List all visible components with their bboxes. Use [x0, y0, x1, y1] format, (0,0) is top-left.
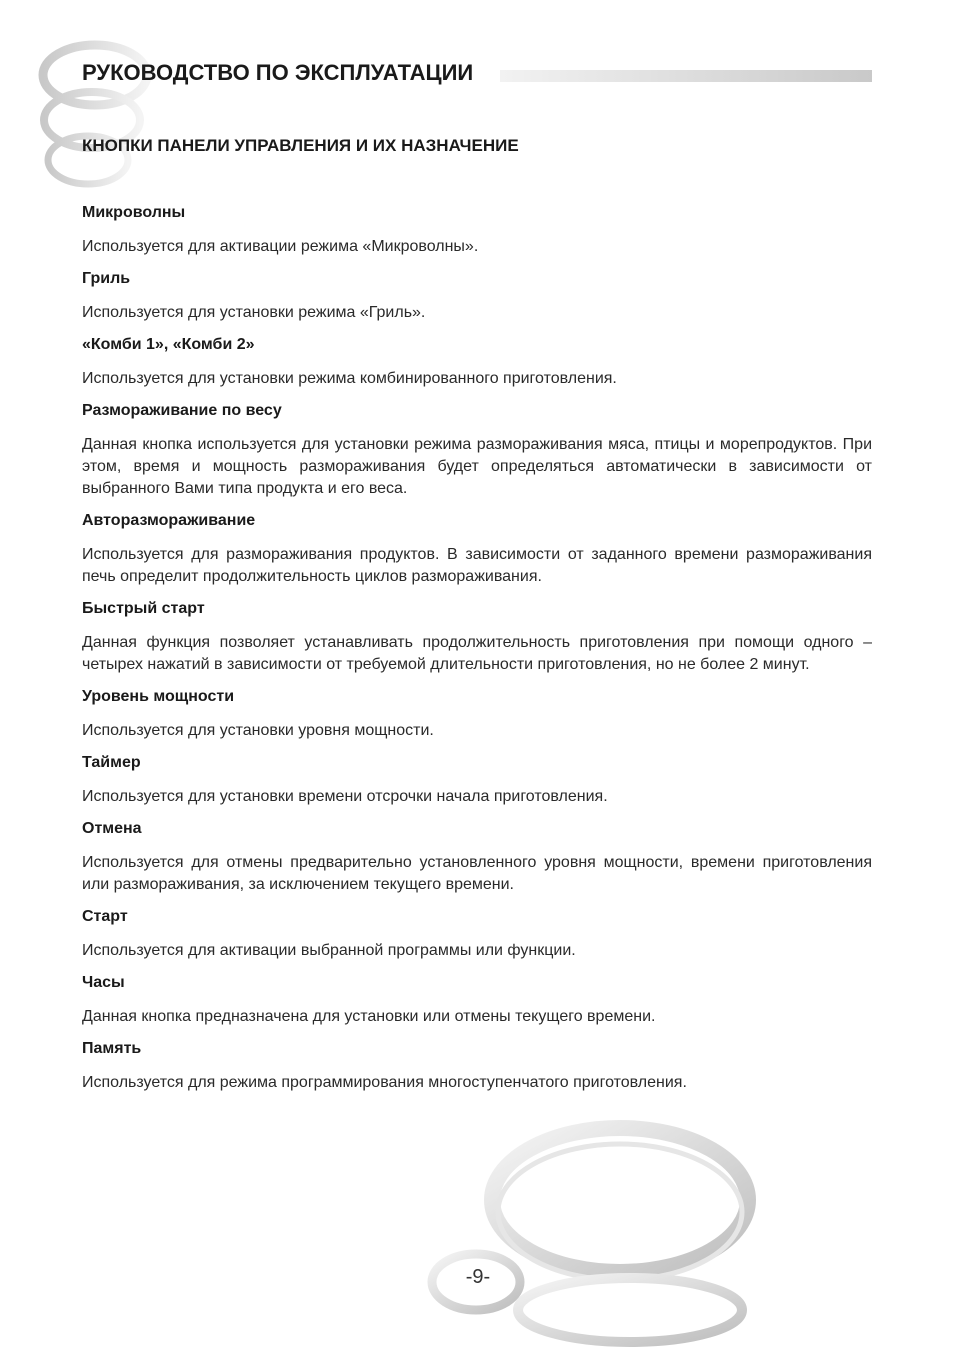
item-text: Используется для режима программирования многоступенчатого приготовления. — [82, 1074, 687, 1091]
list-item — [82, 818, 872, 896]
item-heading: Таймер — [82, 754, 141, 771]
list-item — [82, 202, 872, 258]
button-descriptions — [82, 202, 872, 1104]
item-heading: Старт — [82, 908, 128, 925]
header-bar — [500, 70, 872, 82]
item-text: Данная функция позволяет устанавливать продолжительность приготовления при помощи одного – четырех нажатий в зависимости от требуемой длительности приготовления, но не более 2 минут. — [82, 634, 872, 673]
item-text: Используется для отмены предварительно установленного уровня мощности, времени приготовления или размораживания, за исключением текущего времени. — [82, 854, 872, 893]
document-title: РУКОВОДСТВО ПО ЭКСПЛУАТАЦИИ — [82, 60, 474, 85]
list-item — [82, 598, 872, 676]
item-text: Используется для установки режима комбинированного приготовления. — [82, 370, 617, 387]
list-item — [82, 972, 872, 1028]
item-heading: Размораживание по весу — [82, 402, 282, 419]
decorative-rings-top — [0, 0, 200, 200]
decorative-rings-bottom — [420, 1120, 760, 1354]
item-text: Используется для активации выбранной программы или функции. — [82, 942, 576, 959]
list-item — [82, 752, 872, 808]
item-heading: Авторазмораживание — [82, 512, 256, 529]
item-heading: Память — [82, 1040, 142, 1057]
item-text: Данная кнопка предназначена для установки или отмены текущего времени. — [82, 1008, 656, 1025]
list-item — [82, 268, 872, 324]
list-item — [82, 1038, 872, 1094]
item-heading: Часы — [82, 974, 125, 991]
item-text: Используется для активации режима «Микроволны». — [82, 238, 479, 255]
section-title: КНОПКИ ПАНЕЛИ УПРАВЛЕНИЯ И ИХ НАЗНАЧЕНИЕ — [82, 136, 519, 155]
item-heading: Отмена — [82, 820, 142, 837]
item-text: Используется для установки уровня мощности. — [82, 722, 434, 739]
list-item — [82, 906, 872, 962]
item-heading: Быстрый старт — [82, 600, 205, 617]
list-item — [82, 400, 872, 500]
item-heading: Уровень мощности — [82, 688, 235, 705]
item-text: Данная кнопка используется для установки режима размораживания мяса, птицы и морепродуктов. При этом, время и мощность размораживания будет определяться автоматически в зависимости от выбранного Вами типа продукта и его веса. — [82, 436, 872, 497]
list-item — [82, 334, 872, 390]
item-text: Используется для размораживания продуктов. В зависимости от заданного времени размораживания печь определит продолжительность циклов размораживания. — [82, 546, 872, 585]
item-text: Используется для установки режима «Гриль». — [82, 304, 426, 321]
item-heading: Гриль — [82, 270, 131, 287]
item-heading: Микроволны — [82, 204, 186, 221]
page-number: -9- — [465, 1266, 491, 1288]
list-item — [82, 686, 872, 742]
list-item — [82, 510, 872, 588]
item-heading: «Комби 1», «Комби 2» — [82, 336, 255, 353]
item-text: Используется для установки времени отсрочки начала приготовления. — [82, 788, 608, 805]
